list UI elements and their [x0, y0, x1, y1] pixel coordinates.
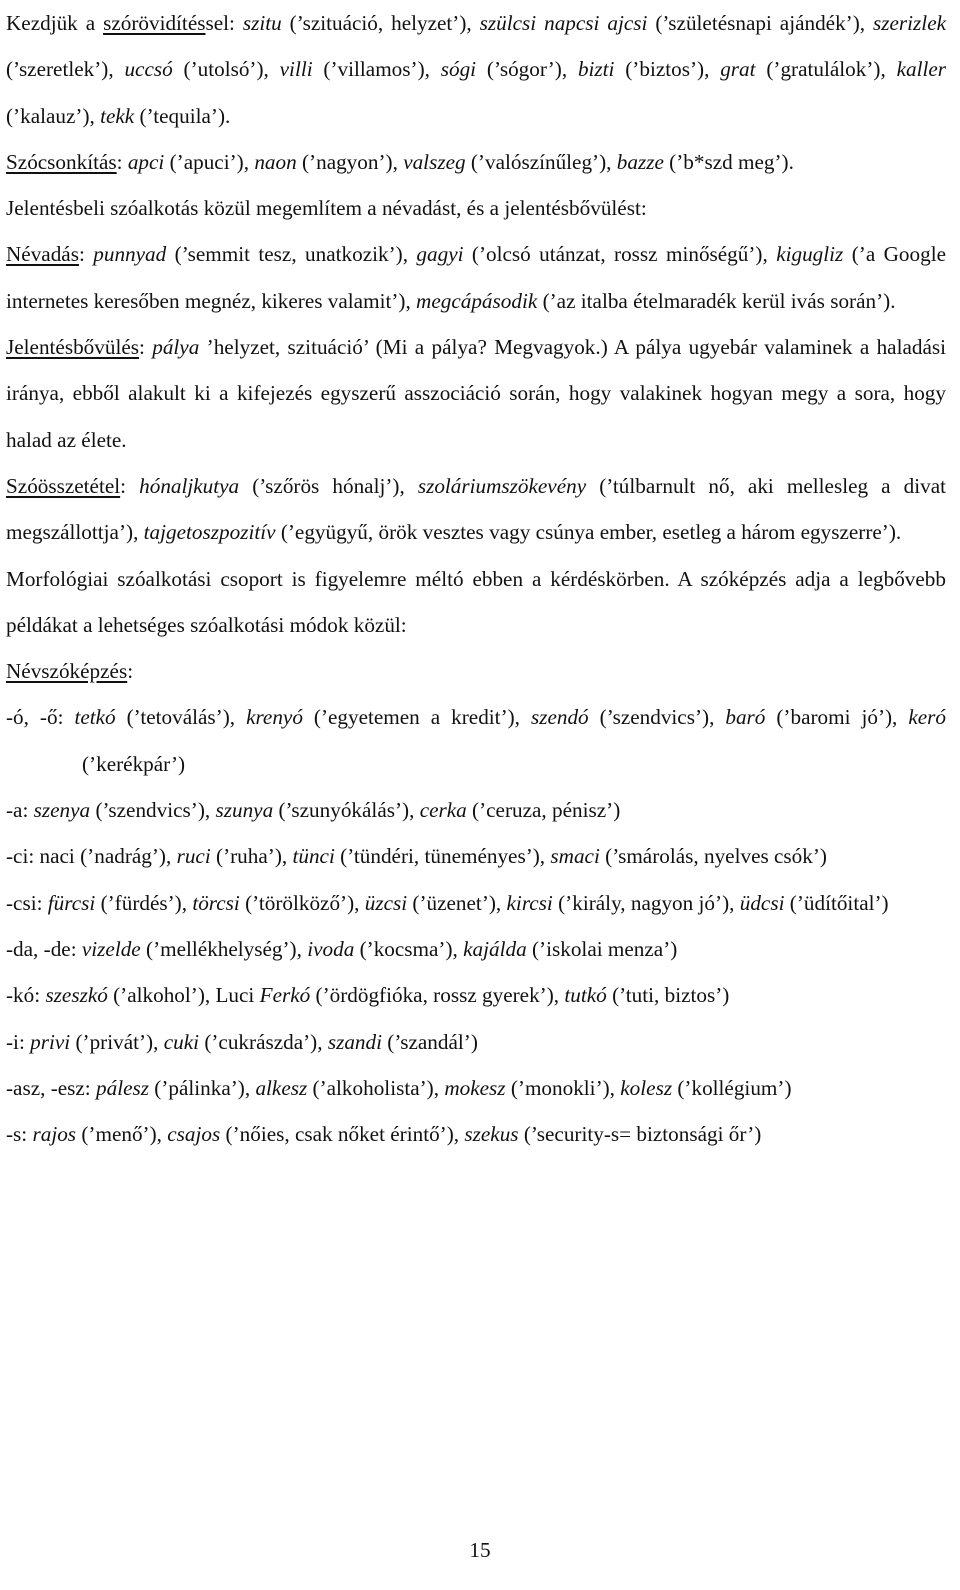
example-word: szenya — [33, 798, 91, 823]
gloss: (’utolsó’), — [172, 57, 280, 82]
term-heading: Jelentésbővülés — [6, 335, 139, 360]
list-item-suffix-da — [6, 926, 946, 972]
term-heading: Névszóképzés — [6, 659, 128, 684]
gloss: (’monokli’), — [505, 1075, 621, 1100]
example-word: apci — [127, 149, 165, 174]
suffix-label: -s: — [6, 1122, 33, 1147]
example-word: baró — [725, 705, 766, 730]
suffix-label: -asz, -esz: — [6, 1075, 96, 1100]
gloss: (’szőrös hónalj’), — [239, 473, 418, 498]
example-word: szerizlek — [873, 11, 946, 35]
example-word: bizti — [577, 57, 615, 82]
term-heading: szórövidítés — [103, 11, 206, 35]
gloss: (’alkohol’), Luci — [107, 983, 260, 1008]
paragraph-abbreviation — [6, 0, 946, 139]
gloss: (’király, nagyon jó’), — [552, 890, 740, 915]
example-word: kolesz — [620, 1075, 673, 1100]
text: Morfológiai szóalkotási csoport is figyelemre méltó ebben a kérdéskörben. A szóképzés adja a legbővebb példákat a lehetséges szóalkotási módok közül: — [6, 566, 946, 637]
suffix-label: -csi: — [6, 890, 48, 915]
example-word: privi — [30, 1029, 71, 1054]
gloss: (’kollégium’) — [672, 1075, 792, 1100]
term-heading: Szócsonkítás — [6, 149, 117, 174]
example-word: tutkó — [564, 983, 607, 1008]
gloss: (’villamos’), — [312, 57, 441, 82]
gloss: (’születésnapi ajándék’), — [647, 11, 874, 35]
example-word: szunya — [215, 798, 274, 823]
example-word: pálya — [152, 335, 200, 360]
example-word: tajgetoszpozitív — [143, 520, 276, 545]
example-word: üdcsi — [739, 890, 785, 915]
list-item-suffix-ci — [6, 833, 946, 879]
text: : — [78, 242, 94, 267]
paragraph-semantic-intro — [6, 185, 946, 231]
gloss: (’mellékhelység’), — [140, 936, 308, 961]
term-heading: Szóösszetétel — [6, 473, 121, 498]
example-word: cuki — [163, 1029, 200, 1054]
list-item-suffix-a — [6, 787, 946, 833]
gloss: (’b*szd meg’). — [663, 149, 794, 174]
paragraph-naming — [6, 231, 946, 324]
gloss: (’tetoválás’), — [115, 705, 247, 730]
example-word: kajálda — [463, 936, 527, 961]
example-word: szandi — [327, 1029, 382, 1054]
example-word: szendó — [530, 705, 589, 730]
example-word: alkesz — [255, 1075, 308, 1100]
gloss: (’a Google internetes keresőben megnéz, kikeres valamit’), — [6, 242, 947, 313]
suffix-label: -ó, -ő: — [6, 705, 75, 730]
text: sel: — [205, 11, 243, 35]
gloss: (’pálinka’), — [148, 1075, 256, 1100]
text: ’helyzet, szituáció’ (Mi a pálya? Megvagyok.) A pálya ugyebár valaminek a haladási iránya, ebből alakult ki a kifejezés egyszerű asszociáció során, hogy valakinek hogyan megy a sora, hogy halad az élete. — [6, 335, 947, 452]
document-body — [6, 0, 946, 1157]
example-word: vizelde — [81, 936, 141, 961]
gloss: (’ruha’), — [210, 844, 293, 869]
gloss: (’sógor’), — [476, 57, 578, 82]
example-word: tünci — [292, 844, 335, 869]
gloss: (’szituáció, helyzet’), — [281, 11, 480, 35]
gloss: (’tündéri, tüneményes’), — [334, 844, 551, 869]
gloss: (’security-s= biztonsági őr’) — [518, 1122, 762, 1147]
example-word: megcápásodik — [416, 288, 538, 313]
gloss: (’smárolás, nyelves csók’) — [599, 844, 827, 869]
text: : — [127, 659, 134, 684]
example-word: gagyi — [416, 242, 464, 267]
suffix-label: -a: — [6, 798, 34, 823]
paragraph-compounding — [6, 463, 946, 556]
example-word: bazze — [616, 149, 664, 174]
gloss: (’iskolai menza’) — [526, 936, 678, 961]
example-word: rajos — [32, 1122, 77, 1147]
example-word: csajos — [167, 1122, 221, 1147]
gloss: (’tequila’). — [134, 103, 231, 128]
page-number: 15 — [469, 1538, 491, 1562]
list-item-suffix-csi — [6, 880, 946, 926]
gloss: (’szendvics’), — [90, 798, 216, 823]
gloss: (’szandál’) — [382, 1029, 478, 1054]
suffix-label: -da, -de: — [6, 936, 82, 961]
gloss: (’semmit tesz, unatkozik’), — [166, 242, 417, 267]
example-word: kigugliz — [776, 242, 844, 267]
gloss: (’kalauz’), — [6, 103, 101, 128]
gloss: (’szendvics’), — [588, 705, 726, 730]
suffix-label: -i: — [6, 1029, 31, 1054]
gloss: (’kocsma’), — [354, 936, 464, 961]
gloss: (’törölköző’), — [239, 890, 365, 915]
gloss: (’nagyon’), — [296, 149, 404, 174]
example-word: kircsi — [506, 890, 553, 915]
example-word: ruci — [176, 844, 211, 869]
gloss: (’ördögfióka, rossz gyerek’), — [310, 983, 565, 1008]
gloss: (’nőies, csak nőket érintő’), — [220, 1122, 465, 1147]
list-item-suffix-i — [6, 1019, 946, 1065]
example-word: krenyó — [246, 705, 303, 730]
paragraph-morphological — [6, 556, 946, 649]
text: : — [120, 473, 140, 498]
list-item-suffix-asz — [6, 1065, 946, 1111]
gloss: (’menő’), — [76, 1122, 168, 1147]
gloss: (’cukrászda’), — [199, 1029, 328, 1054]
gloss: (’olcsó utánzat, rossz minőségű’), — [463, 242, 777, 267]
gloss: (’tuti, biztos’) — [606, 983, 730, 1008]
example-word: mokesz — [444, 1075, 506, 1100]
paragraph-clipping — [6, 139, 946, 185]
gloss: (’kerékpár’) — [82, 751, 186, 776]
example-word: Ferkó — [259, 983, 311, 1008]
example-word: szitu — [242, 11, 282, 35]
gloss: (’privát’), — [70, 1029, 164, 1054]
example-word: hónaljkutya — [139, 473, 240, 498]
example-word: szülcsi napcsi ajcsi — [479, 11, 648, 35]
gloss: (’baromi jó’), — [765, 705, 909, 730]
suffix-label: -kó: — [6, 983, 46, 1008]
gloss: (’szunyókálás’), — [273, 798, 420, 823]
text: : — [138, 335, 153, 360]
gloss: (’alkoholista’), — [307, 1075, 445, 1100]
gloss: (’biztos’), — [614, 57, 721, 82]
example-word: pálesz — [96, 1075, 149, 1100]
term-heading: Névadás — [6, 242, 79, 267]
gloss: (’fürdés’), — [95, 890, 193, 915]
example-word: keró — [908, 705, 946, 730]
example-word: smaci — [550, 844, 600, 869]
example-word: valszeg — [403, 149, 466, 174]
gloss: (’üdítőital’) — [784, 890, 889, 915]
gloss: (’együgyű, örök vesztes vagy csúnya ember, esetleg a három egyszerre’). — [275, 520, 902, 545]
example-word: üzcsi — [364, 890, 408, 915]
example-word: ivoda — [307, 936, 355, 961]
gloss: (’üzenet’), — [407, 890, 507, 915]
example-word: villi — [279, 57, 313, 82]
gloss: (’túlbarnult nő, aki mellesleg a divat megszállottja’), — [6, 473, 946, 545]
gloss: (’egyetemen a kredit’), — [302, 705, 531, 730]
gloss: (’gratulálok’), — [755, 57, 897, 82]
example-word: fürcsi — [47, 890, 96, 915]
example-word: naon — [254, 149, 297, 174]
gloss: (’ceruza, pénisz’) — [466, 798, 621, 823]
example-word: tekk — [100, 103, 135, 128]
list-item-suffix-ko — [6, 972, 946, 1018]
paragraph-noun-derivation-heading — [6, 648, 946, 694]
example-word: szeszkó — [45, 983, 108, 1008]
paragraph-meaning-extension — [6, 324, 946, 463]
gloss: (’az italba ételmaradék kerül ivás során’). — [537, 288, 896, 313]
list-item-suffix-s — [6, 1111, 946, 1157]
text: Kezdjük a — [6, 11, 104, 35]
gloss: (’valószínűleg’), — [465, 149, 617, 174]
suffix-label: -ci: naci (’nadrág’), — [6, 844, 177, 869]
example-word: sógi — [440, 57, 477, 82]
example-word: uccsó — [124, 57, 173, 82]
example-word: kaller — [896, 57, 947, 82]
example-word: tetkó — [74, 705, 116, 730]
example-word: punnyad — [93, 242, 167, 267]
gloss: (’szeretlek’), — [6, 57, 125, 82]
text: Jelentésbeli szóalkotás közül megemlítem a névadást, és a jelentésbővülést: — [6, 196, 647, 221]
example-word: szoláriumszökevény — [417, 473, 587, 498]
text: : — [116, 149, 128, 174]
example-word: grat — [720, 57, 756, 82]
example-word: cerka — [419, 798, 467, 823]
gloss: (’apuci’), — [164, 149, 255, 174]
example-word: törcsi — [192, 890, 240, 915]
example-word: szekus — [464, 1122, 519, 1147]
list-item-suffix-o — [6, 694, 946, 787]
